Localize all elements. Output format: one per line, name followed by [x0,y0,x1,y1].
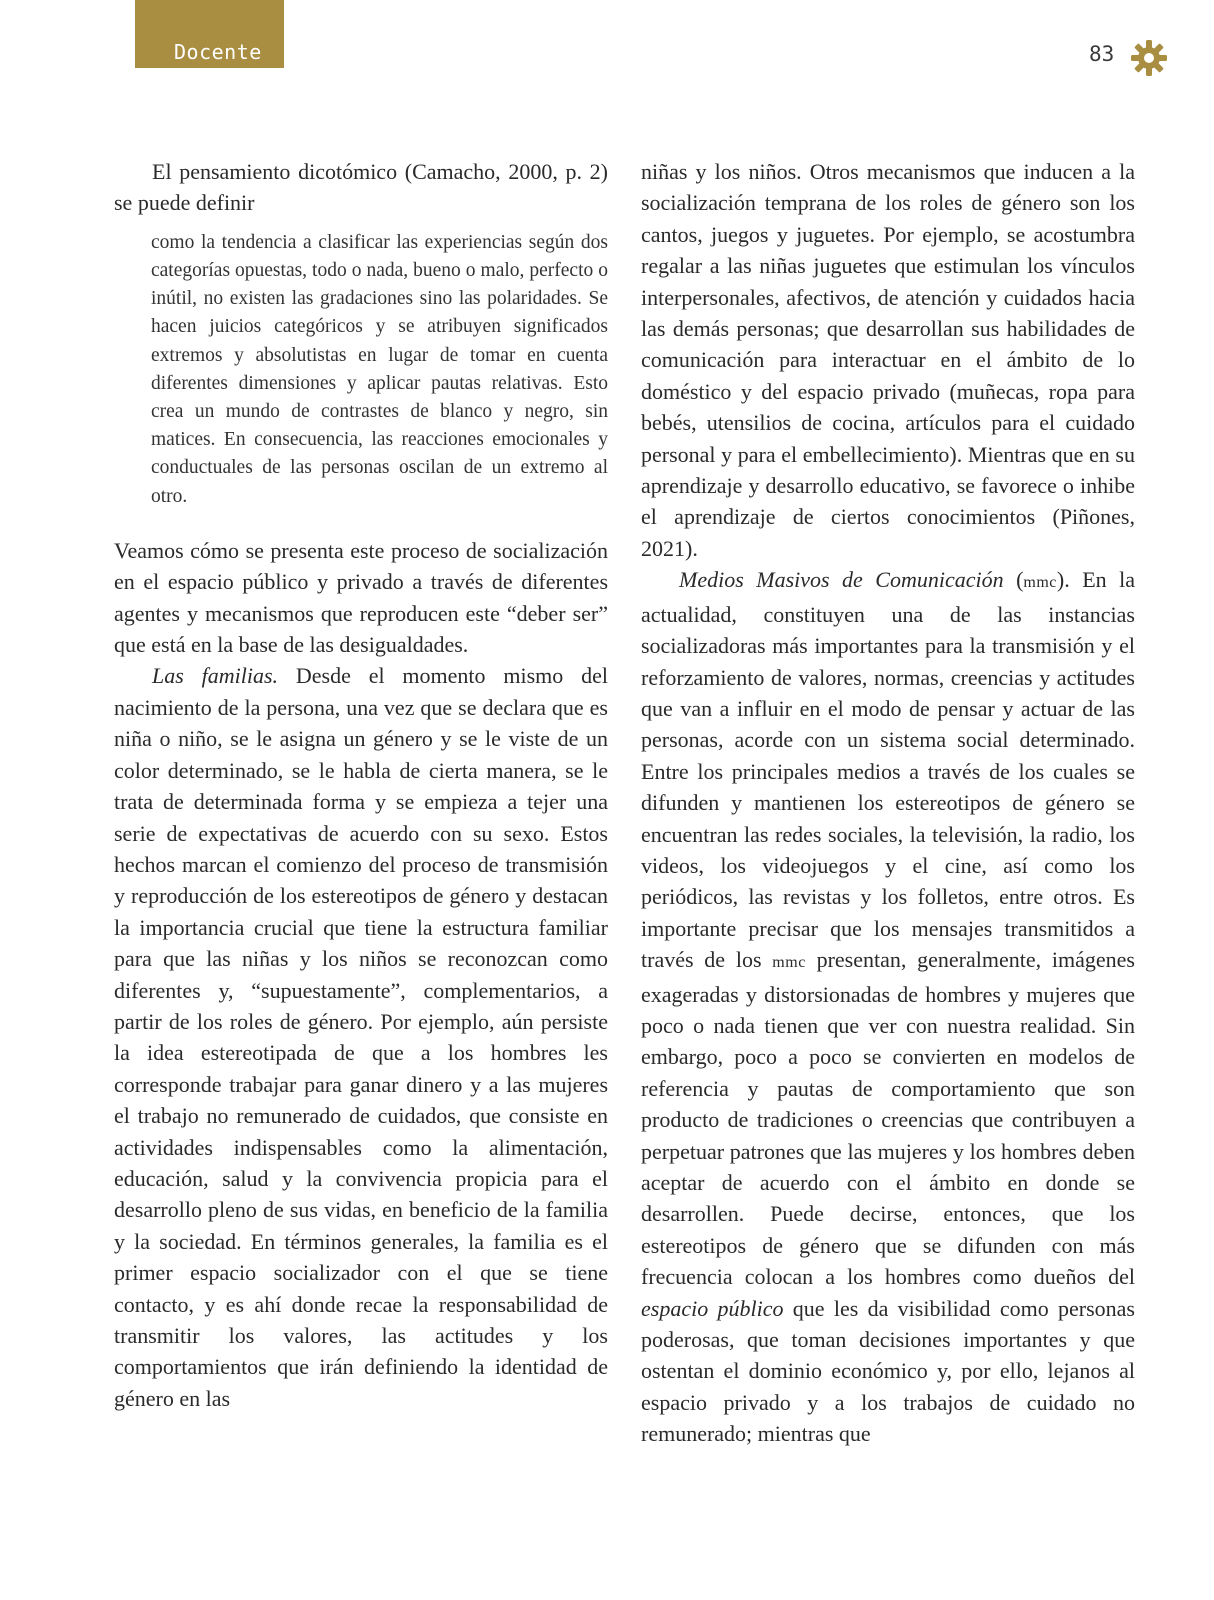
media-abbreviation: mmc [1023,574,1057,592]
families-paragraph [114,660,608,1414]
page-number: 83 [1089,42,1115,66]
toys-paragraph: niñas y los niños. Otros mecanismos que inducen a la socialización temprana de los roles de género son los cantos, juegos y juguetes. Por ejemplo, se acostumbra regalar a las niñas juguetes que estimulan los vínculos interpersonales, afectivos, de atención y cuidados hacia las demás personas; que desarrollan sus habilidades de comunicación para interactuar en el ámbito de lo doméstico y del espacio privado (muñecas, ropa para bebés, utensilios de cocina, artículos para el cuidado personal y para el embellecimiento). Mientras que en su aprendizaje y desarrollo educativo, se favorece o inhibe el aprendizaje de ciertos conocimientos (Piñones, 2021). [641,159,1135,561]
media-text-a: ). En la actualidad, constituyen una de las instancias socializadoras más importantes para la transmisión y el reforzamiento de valores, normas, creencias y actitudes que van a influir en el modo de pensar y actuar de las personas, acorde con un sistema social determinado. Entre los principales medios a través de los cuales se difunden y mantienen los estereotipos de género se encuentran las redes sociales, la televisión, la radio, los videos, los videojuegos y el cine, así como los periódicos, las revistas y los folletos, entre otros. Es importante precisar que los mensajes transmitidos a través de los [641,567,1135,973]
socialization-paragraph: Veamos cómo se presenta este proceso de socialización en el espacio público y privado a través de diferentes agentes y mecanismos que reproducen este “deber ser” que está en la base de las desigualdades. [114,537,608,658]
gear-ornament-icon [1129,38,1169,78]
media-heading: Medios Masivos de Comunicación [679,567,1004,593]
media-paragraph: Medios Masivos de Comunicación (mmc). En la actualidad, constituyen una de las instancias socializadoras más importantes para la transmisión y el reforzamiento de valores, normas, creencias y actitudes que van a influir en el modo de pensar y actuar de las personas, acorde con un sistema social determinado. Entre los principales medios a través de los cuales se difunden y mantienen los estereotipos de género se encuentran las redes sociales, la televisión, la radio, los videos, los videojuegos y el cine, así como los periódicos, las revistas y los folletos, entre otros. Es importante precisar que los mensajes transmitidos a través de los mmc presentan, generalmente, imágenes exageradas y distorsionadas de hombres y mujeres que poco o nada tienen que ver con nuestra realidad. Sin embargo, poco a poco se convierten en modelos de referencia y pautas de comportamiento que son producto de tradiciones o creencias que contribuyen a perpetuar patrones que las mujeres y los hombres deben aceptar de acuerdo con el ámbito en donde se desarrollen. Puede decirse, entonces, que los estereotipos de género que se difunden con más frecuencia colocan a los hombres como dueños del espacio público que les da visibilidad como personas poderosas, que toman decisiones importantes y que ostentan el dominio económico y, por ello, lejanos al espacio privado y a los trabajos de cuidado no remunerado; mientras que [641,567,1135,1447]
families-heading: Las familias. [152,663,279,689]
media-text-b: presentan, generalmente, imágenes exageradas y distorsionadas de hombres y mujeres que poco o nada tienen que ver con nuestra realidad. Sin embargo, poco a poco se convierten en modelos de referencia y pautas de comportamiento que son producto de tradiciones o creencias que contribuyen a perpetuar patrones que las mujeres y los hombres deben aceptar de acuerdo con el ámbito en donde se desarrollen. Puede decirse, entonces, que los estereotipos de género que se difunden con más frecuencia colocan a los hombres como dueños del [641,947,1135,1290]
left-column [114,156,608,1414]
right-column [641,156,1135,1450]
media-text-c: que les da visibilidad como personas poderosas, que toman decisiones importantes y que ostentan el dominio económico y, por ello, lejanos al espacio privado y a los trabajos de cuidado no remunerado; mientras que [641,1295,1135,1447]
families-text: Desde el momento mismo del nacimiento de la persona, una vez que se declara que es niña o niño, se le asigna un género y se le viste de un color determinado, se le habla de cierta manera, se le trata de determinada forma y se empieza a tejer una serie de expectativas de acuerdo con su sexo. Estos hechos marcan el comienzo del proceso de transmisión y reproducción de los estereotipos de género y destacan la importancia crucial que tiene la estructura familiar para que las niñas y los niños se reconozcan como diferentes y, “supuestamente”, complementarios, a partir de los roles de género. Por ejemplo, aún persiste la idea estereotipada de que a los hombres les corresponde trabajar para ganar dinero y a las mujeres el trabajo no remunerado de cuidados, que consiste en actividades indispensables como la alimentación, educación, salud y la convivencia propicia para el desarrollo pleno de sus vidas, en beneficio de la familia y la sociedad. En términos generales, la familia es el primer espacio socializador con el que se tiene contacto, y es ahí donde recae la responsabilidad de transmitir los valores, las actitudes y los comportamientos que irán definiendo la identidad de género en las [114,663,608,1411]
section-tab [135,0,284,68]
intro-paragraph: El pensamiento dicotómico (Camacho, 2000, p. 2) se puede definir [114,159,608,216]
public-space-term: espacio público [641,1295,784,1321]
block-quote: como la tendencia a clasificar las experiencias según dos categorías opuestas, todo o nada, bueno o malo, perfecto o inútil, no existen las gradaciones sino las polaridades. Se hacen juicios categóricos y se atribuyen significados extremos y absolutistas en lugar de tomar en cuenta diferentes dimensiones y aplicar pautas relativas. Esto crea un mundo de contrastes de blanco y negro, sin matices. En consecuencia, las reacciones emocionales y conductuales de las personas oscilan de un extremo al otro. [151,231,608,507]
media-abbreviation-2: mmc [772,954,806,972]
section-label: Docente [174,40,262,64]
